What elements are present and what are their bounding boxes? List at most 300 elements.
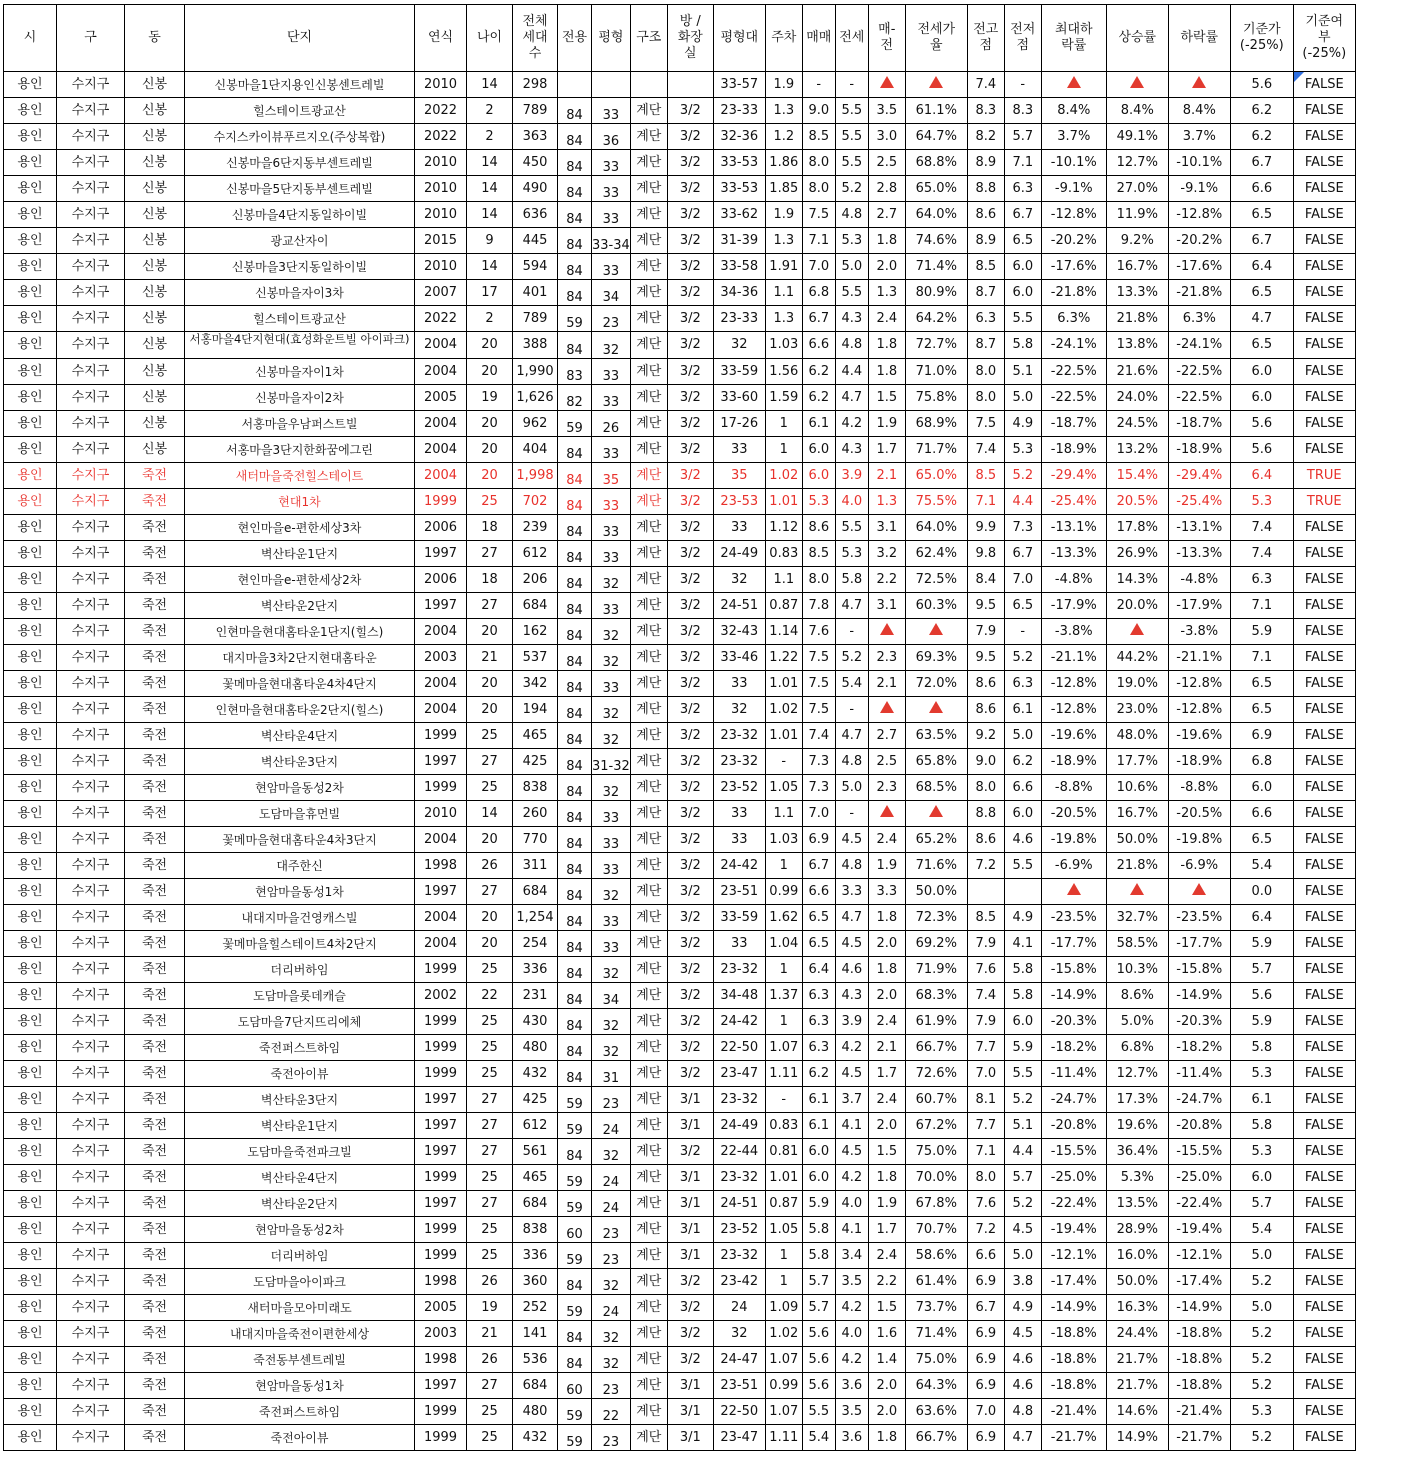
cell-si[interactable]: 용인: [4, 1321, 57, 1347]
cell-jeonse-price[interactable]: 4.7: [835, 385, 868, 411]
cell-year-built[interactable]: 2005: [415, 1295, 467, 1321]
cell-low-point[interactable]: 5.5: [1004, 306, 1041, 332]
cell-pyeong[interactable]: 32: [592, 697, 631, 723]
cell-base-flag[interactable]: FALSE: [1293, 671, 1355, 697]
cell-base-price[interactable]: 5.3: [1230, 1399, 1293, 1425]
cell-jeonse-ratio[interactable]: 71.0%: [905, 359, 967, 385]
cell-parking[interactable]: 1: [765, 1243, 802, 1269]
cell-sale-price[interactable]: 7.0: [802, 801, 835, 827]
cell-jeonse-ratio[interactable]: 61.9%: [905, 1009, 967, 1035]
cell-base-price[interactable]: 6.4: [1230, 905, 1293, 931]
cell-pyeong[interactable]: [592, 72, 631, 98]
column-header-year-built[interactable]: 연식: [415, 5, 467, 72]
cell-base-flag[interactable]: FALSE: [1293, 1113, 1355, 1139]
cell-gu[interactable]: 수지구: [57, 98, 125, 124]
cell-pyeong[interactable]: 23: [592, 1373, 631, 1399]
cell-year-built[interactable]: 1999: [415, 1165, 467, 1191]
cell-dong[interactable]: 죽전: [125, 1165, 185, 1191]
cell-high-point[interactable]: 8.8: [967, 801, 1004, 827]
cell-gu[interactable]: 수지구: [57, 1009, 125, 1035]
cell-rooms-baths[interactable]: 3/1: [667, 1217, 713, 1243]
cell-parking[interactable]: 1.3: [765, 98, 802, 124]
cell-jeonse-ratio[interactable]: 63.5%: [905, 723, 967, 749]
cell-pyeong-range[interactable]: 23-51: [713, 1373, 765, 1399]
cell-age[interactable]: 27: [467, 749, 513, 775]
cell-jeonse-ratio[interactable]: [905, 619, 967, 645]
cell-sale-minus-jeonse[interactable]: [868, 801, 905, 827]
cell-drop-rate[interactable]: -21.8%: [1168, 280, 1230, 306]
cell-rooms-baths[interactable]: 3/2: [667, 645, 713, 671]
cell-total-households[interactable]: 360: [513, 1269, 558, 1295]
cell-pyeong-range[interactable]: 23-42: [713, 1269, 765, 1295]
cell-parking[interactable]: 1: [765, 957, 802, 983]
cell-structure[interactable]: 계단: [630, 983, 667, 1009]
cell-rise-rate[interactable]: 50.0%: [1106, 1269, 1168, 1295]
cell-max-drop-rate[interactable]: -4.8%: [1041, 567, 1106, 593]
cell-year-built[interactable]: 1997: [415, 541, 467, 567]
cell-sale-minus-jeonse[interactable]: 3.1: [868, 515, 905, 541]
cell-sale-price[interactable]: 7.3: [802, 775, 835, 801]
cell-total-households[interactable]: 432: [513, 1425, 558, 1451]
cell-age[interactable]: 2: [467, 124, 513, 150]
cell-gu[interactable]: 수지구: [57, 228, 125, 254]
cell-pyeong-range[interactable]: 24: [713, 1295, 765, 1321]
cell-pyeong-range[interactable]: 23-32: [713, 1087, 765, 1113]
cell-total-households[interactable]: 684: [513, 1191, 558, 1217]
cell-year-built[interactable]: 2005: [415, 385, 467, 411]
cell-max-drop-rate[interactable]: -29.4%: [1041, 463, 1106, 489]
cell-rise-rate[interactable]: 17.3%: [1106, 1087, 1168, 1113]
cell-max-drop-rate[interactable]: -12.8%: [1041, 697, 1106, 723]
cell-sale-price[interactable]: 7.5: [802, 645, 835, 671]
cell-pyeong-range[interactable]: 33-46: [713, 645, 765, 671]
cell-parking[interactable]: -: [765, 1087, 802, 1113]
cell-jeonse-ratio[interactable]: [905, 801, 967, 827]
cell-jeonse-ratio[interactable]: 69.3%: [905, 645, 967, 671]
cell-parking[interactable]: 1.14: [765, 619, 802, 645]
cell-max-drop-rate[interactable]: -21.7%: [1041, 1425, 1106, 1451]
column-header-exclusive-area[interactable]: 전용: [558, 5, 592, 72]
cell-base-flag[interactable]: FALSE: [1293, 1243, 1355, 1269]
cell-parking[interactable]: 1.62: [765, 905, 802, 931]
cell-base-price[interactable]: 5.6: [1230, 983, 1293, 1009]
cell-complex[interactable]: 꽃메마을현대홈타운4차3단지: [185, 827, 415, 853]
cell-sale-price[interactable]: 6.3: [802, 1035, 835, 1061]
cell-age[interactable]: 2: [467, 306, 513, 332]
cell-total-households[interactable]: 1,990: [513, 359, 558, 385]
cell-year-built[interactable]: 1999: [415, 1399, 467, 1425]
cell-dong[interactable]: 신봉: [125, 124, 185, 150]
cell-dong[interactable]: 신봉: [125, 411, 185, 437]
cell-exclusive-area[interactable]: 84: [558, 645, 592, 671]
cell-max-drop-rate[interactable]: [1041, 72, 1106, 98]
cell-sale-price[interactable]: 6.1: [802, 1113, 835, 1139]
cell-drop-rate[interactable]: -4.8%: [1168, 567, 1230, 593]
table-row[interactable]: [4, 1295, 1356, 1321]
cell-high-point[interactable]: 8.5: [967, 254, 1004, 280]
cell-max-drop-rate[interactable]: -20.2%: [1041, 228, 1106, 254]
cell-pyeong-range[interactable]: 33-62: [713, 202, 765, 228]
cell-drop-rate[interactable]: -18.7%: [1168, 411, 1230, 437]
cell-sale-price[interactable]: 8.0: [802, 567, 835, 593]
cell-jeonse-ratio[interactable]: 63.6%: [905, 1399, 967, 1425]
cell-rooms-baths[interactable]: 3/2: [667, 671, 713, 697]
cell-age[interactable]: 20: [467, 359, 513, 385]
table-row[interactable]: [4, 72, 1356, 98]
cell-jeonse-price[interactable]: 3.6: [835, 1425, 868, 1451]
cell-jeonse-price[interactable]: 4.2: [835, 1347, 868, 1373]
cell-rise-rate[interactable]: 8.4%: [1106, 98, 1168, 124]
table-row[interactable]: [4, 1373, 1356, 1399]
cell-si[interactable]: 용인: [4, 385, 57, 411]
column-header-base-flag[interactable]: 기준여 부 (-25%): [1293, 5, 1355, 72]
table-row[interactable]: [4, 463, 1356, 489]
cell-si[interactable]: 용인: [4, 228, 57, 254]
cell-rise-rate[interactable]: 16.7%: [1106, 254, 1168, 280]
cell-sale-minus-jeonse[interactable]: 1.8: [868, 359, 905, 385]
cell-pyeong[interactable]: 36: [592, 124, 631, 150]
cell-low-point[interactable]: 4.6: [1004, 1373, 1041, 1399]
cell-drop-rate[interactable]: -15.5%: [1168, 1139, 1230, 1165]
cell-jeonse-price[interactable]: 4.2: [835, 1165, 868, 1191]
cell-complex[interactable]: 죽전퍼스트하임: [185, 1035, 415, 1061]
cell-max-drop-rate[interactable]: -15.5%: [1041, 1139, 1106, 1165]
cell-drop-rate[interactable]: -22.4%: [1168, 1191, 1230, 1217]
cell-drop-rate[interactable]: -18.9%: [1168, 749, 1230, 775]
cell-max-drop-rate[interactable]: -18.9%: [1041, 437, 1106, 463]
cell-base-price[interactable]: 5.7: [1230, 957, 1293, 983]
cell-age[interactable]: 18: [467, 567, 513, 593]
cell-rise-rate[interactable]: 50.0%: [1106, 827, 1168, 853]
cell-structure[interactable]: 계단: [630, 931, 667, 957]
cell-low-point[interactable]: 6.7: [1004, 541, 1041, 567]
cell-complex[interactable]: 죽전퍼스트하임: [185, 1399, 415, 1425]
cell-gu[interactable]: 수지구: [57, 645, 125, 671]
cell-year-built[interactable]: 1999: [415, 489, 467, 515]
cell-high-point[interactable]: 9.9: [967, 515, 1004, 541]
cell-exclusive-area[interactable]: 82: [558, 385, 592, 411]
cell-jeonse-price[interactable]: 5.4: [835, 671, 868, 697]
cell-si[interactable]: 용인: [4, 1035, 57, 1061]
cell-jeonse-price[interactable]: 4.7: [835, 905, 868, 931]
cell-si[interactable]: 용인: [4, 879, 57, 905]
cell-low-point[interactable]: 3.8: [1004, 1269, 1041, 1295]
cell-base-price[interactable]: 6.6: [1230, 176, 1293, 202]
cell-exclusive-area[interactable]: 84: [558, 749, 592, 775]
cell-pyeong-range[interactable]: 32: [713, 567, 765, 593]
cell-jeonse-price[interactable]: 4.7: [835, 723, 868, 749]
cell-base-flag[interactable]: FALSE: [1293, 385, 1355, 411]
cell-structure[interactable]: 계단: [630, 645, 667, 671]
cell-drop-rate[interactable]: -29.4%: [1168, 463, 1230, 489]
cell-exclusive-area[interactable]: 84: [558, 515, 592, 541]
cell-gu[interactable]: 수지구: [57, 1165, 125, 1191]
table-row[interactable]: [4, 749, 1356, 775]
cell-exclusive-area[interactable]: 84: [558, 280, 592, 306]
cell-jeonse-price[interactable]: 4.2: [835, 411, 868, 437]
cell-sale-minus-jeonse[interactable]: 2.0: [868, 1373, 905, 1399]
cell-base-flag[interactable]: FALSE: [1293, 72, 1355, 98]
column-header-base-price[interactable]: 기준가 (-25%): [1230, 5, 1293, 72]
cell-pyeong-range[interactable]: 24-49: [713, 1113, 765, 1139]
cell-base-price[interactable]: 6.1: [1230, 1087, 1293, 1113]
cell-year-built[interactable]: 2004: [415, 671, 467, 697]
table-row[interactable]: [4, 359, 1356, 385]
cell-drop-rate[interactable]: -19.4%: [1168, 1217, 1230, 1243]
cell-jeonse-price[interactable]: 5.5: [835, 98, 868, 124]
cell-dong[interactable]: 죽전: [125, 671, 185, 697]
cell-exclusive-area[interactable]: 84: [558, 1035, 592, 1061]
cell-rise-rate[interactable]: 12.7%: [1106, 1061, 1168, 1087]
cell-structure[interactable]: 계단: [630, 1087, 667, 1113]
cell-jeonse-price[interactable]: 4.5: [835, 931, 868, 957]
table-row[interactable]: [4, 931, 1356, 957]
cell-base-flag[interactable]: FALSE: [1293, 306, 1355, 332]
cell-base-price[interactable]: 6.5: [1230, 671, 1293, 697]
cell-low-point[interactable]: 5.2: [1004, 1191, 1041, 1217]
cell-age[interactable]: 19: [467, 385, 513, 411]
cell-age[interactable]: 20: [467, 411, 513, 437]
cell-pyeong[interactable]: 33: [592, 931, 631, 957]
cell-si[interactable]: 용인: [4, 1113, 57, 1139]
cell-age[interactable]: 25: [467, 957, 513, 983]
cell-low-point[interactable]: 5.7: [1004, 124, 1041, 150]
cell-gu[interactable]: 수지구: [57, 593, 125, 619]
cell-exclusive-area[interactable]: 59: [558, 1399, 592, 1425]
cell-parking[interactable]: 1.02: [765, 463, 802, 489]
cell-jeonse-price[interactable]: 4.2: [835, 1035, 868, 1061]
cell-sale-minus-jeonse[interactable]: 2.3: [868, 645, 905, 671]
cell-si[interactable]: 용인: [4, 1399, 57, 1425]
cell-jeonse-price[interactable]: 5.0: [835, 254, 868, 280]
column-header-structure[interactable]: 구조: [630, 5, 667, 72]
cell-base-flag[interactable]: FALSE: [1293, 827, 1355, 853]
cell-sale-minus-jeonse[interactable]: 2.2: [868, 1269, 905, 1295]
cell-rooms-baths[interactable]: 3/2: [667, 723, 713, 749]
cell-year-built[interactable]: 1999: [415, 1035, 467, 1061]
table-row[interactable]: [4, 671, 1356, 697]
cell-total-households[interactable]: 702: [513, 489, 558, 515]
cell-total-households[interactable]: 838: [513, 775, 558, 801]
cell-complex[interactable]: 죽전아이뷰: [185, 1061, 415, 1087]
cell-exclusive-area[interactable]: 59: [558, 1243, 592, 1269]
cell-complex[interactable]: 도담마을아이파크: [185, 1269, 415, 1295]
cell-pyeong[interactable]: 34: [592, 983, 631, 1009]
cell-low-point[interactable]: 4.5: [1004, 1217, 1041, 1243]
cell-complex[interactable]: 현암마을동성1차: [185, 879, 415, 905]
cell-age[interactable]: 27: [467, 879, 513, 905]
cell-rooms-baths[interactable]: 3/2: [667, 619, 713, 645]
cell-drop-rate[interactable]: -8.8%: [1168, 775, 1230, 801]
cell-low-point[interactable]: 4.5: [1004, 1321, 1041, 1347]
cell-high-point[interactable]: 7.1: [967, 1139, 1004, 1165]
cell-dong[interactable]: 죽전: [125, 1035, 185, 1061]
cell-pyeong[interactable]: 33: [592, 385, 631, 411]
cell-year-built[interactable]: 2003: [415, 1321, 467, 1347]
cell-rooms-baths[interactable]: 3/1: [667, 1191, 713, 1217]
cell-pyeong[interactable]: 33: [592, 853, 631, 879]
cell-sale-minus-jeonse[interactable]: 2.0: [868, 1399, 905, 1425]
cell-age[interactable]: 19: [467, 1295, 513, 1321]
cell-low-point[interactable]: 5.0: [1004, 723, 1041, 749]
cell-pyeong-range[interactable]: 24-49: [713, 541, 765, 567]
cell-pyeong-range[interactable]: 33: [713, 437, 765, 463]
cell-jeonse-price[interactable]: 5.5: [835, 280, 868, 306]
cell-pyeong-range[interactable]: 23-32: [713, 957, 765, 983]
cell-base-flag[interactable]: FALSE: [1293, 957, 1355, 983]
cell-age[interactable]: 25: [467, 1061, 513, 1087]
cell-base-price[interactable]: 5.9: [1230, 931, 1293, 957]
cell-dong[interactable]: 죽전: [125, 1243, 185, 1269]
cell-rooms-baths[interactable]: [667, 72, 713, 98]
table-row[interactable]: [4, 853, 1356, 879]
cell-structure[interactable]: 계단: [630, 853, 667, 879]
cell-base-flag[interactable]: FALSE: [1293, 1035, 1355, 1061]
cell-si[interactable]: 용인: [4, 567, 57, 593]
cell-sale-price[interactable]: 7.5: [802, 671, 835, 697]
cell-gu[interactable]: 수지구: [57, 853, 125, 879]
cell-sale-minus-jeonse[interactable]: 1.7: [868, 437, 905, 463]
cell-gu[interactable]: 수지구: [57, 671, 125, 697]
cell-structure[interactable]: 계단: [630, 359, 667, 385]
cell-total-households[interactable]: 254: [513, 931, 558, 957]
cell-dong[interactable]: 죽전: [125, 905, 185, 931]
table-row[interactable]: [4, 489, 1356, 515]
cell-drop-rate[interactable]: -21.7%: [1168, 1425, 1230, 1451]
cell-complex[interactable]: 더리버하임: [185, 957, 415, 983]
cell-total-households[interactable]: 612: [513, 541, 558, 567]
cell-sale-minus-jeonse[interactable]: 1.8: [868, 332, 905, 359]
cell-structure[interactable]: 계단: [630, 1035, 667, 1061]
cell-rise-rate[interactable]: 21.8%: [1106, 853, 1168, 879]
cell-rooms-baths[interactable]: 3/2: [667, 411, 713, 437]
cell-pyeong[interactable]: 32: [592, 957, 631, 983]
cell-parking[interactable]: 1.22: [765, 645, 802, 671]
cell-drop-rate[interactable]: -20.8%: [1168, 1113, 1230, 1139]
cell-max-drop-rate[interactable]: -17.4%: [1041, 1269, 1106, 1295]
cell-sale-price[interactable]: 6.2: [802, 385, 835, 411]
cell-max-drop-rate[interactable]: -6.9%: [1041, 853, 1106, 879]
cell-rise-rate[interactable]: 21.7%: [1106, 1347, 1168, 1373]
cell-drop-rate[interactable]: 3.7%: [1168, 124, 1230, 150]
cell-jeonse-price[interactable]: 4.2: [835, 1295, 868, 1321]
column-header-gu[interactable]: 구: [57, 5, 125, 72]
cell-gu[interactable]: 수지구: [57, 1425, 125, 1451]
cell-low-point[interactable]: 6.3: [1004, 176, 1041, 202]
cell-year-built[interactable]: 1998: [415, 1347, 467, 1373]
cell-base-price[interactable]: 0.0: [1230, 879, 1293, 905]
cell-base-price[interactable]: 6.5: [1230, 332, 1293, 359]
cell-si[interactable]: 용인: [4, 905, 57, 931]
cell-pyeong-range[interactable]: 23-32: [713, 1243, 765, 1269]
cell-high-point[interactable]: 8.6: [967, 202, 1004, 228]
cell-pyeong[interactable]: 33: [592, 98, 631, 124]
cell-pyeong-range[interactable]: 33: [713, 515, 765, 541]
cell-sale-minus-jeonse[interactable]: 1.3: [868, 280, 905, 306]
cell-gu[interactable]: 수지구: [57, 124, 125, 150]
cell-pyeong-range[interactable]: 22-50: [713, 1035, 765, 1061]
cell-rise-rate[interactable]: 12.7%: [1106, 150, 1168, 176]
cell-dong[interactable]: 죽전: [125, 489, 185, 515]
cell-drop-rate[interactable]: -22.5%: [1168, 385, 1230, 411]
cell-gu[interactable]: 수지구: [57, 463, 125, 489]
cell-total-households[interactable]: 430: [513, 1009, 558, 1035]
cell-max-drop-rate[interactable]: -18.2%: [1041, 1035, 1106, 1061]
cell-pyeong[interactable]: 33: [592, 254, 631, 280]
cell-age[interactable]: 26: [467, 1269, 513, 1295]
table-row[interactable]: [4, 332, 1356, 359]
cell-total-households[interactable]: 363: [513, 124, 558, 150]
cell-dong[interactable]: 신봉: [125, 437, 185, 463]
cell-base-price[interactable]: 5.2: [1230, 1373, 1293, 1399]
cell-parking[interactable]: 1.56: [765, 359, 802, 385]
cell-rooms-baths[interactable]: 3/2: [667, 593, 713, 619]
cell-rise-rate[interactable]: 58.5%: [1106, 931, 1168, 957]
cell-parking[interactable]: 1.03: [765, 332, 802, 359]
cell-max-drop-rate[interactable]: -18.9%: [1041, 749, 1106, 775]
table-row[interactable]: [4, 879, 1356, 905]
cell-drop-rate[interactable]: -18.8%: [1168, 1347, 1230, 1373]
cell-exclusive-area[interactable]: 60: [558, 1217, 592, 1243]
cell-jeonse-price[interactable]: 3.6: [835, 1373, 868, 1399]
cell-high-point[interactable]: 6.6: [967, 1243, 1004, 1269]
cell-jeonse-ratio[interactable]: 68.8%: [905, 150, 967, 176]
cell-base-price[interactable]: 6.6: [1230, 801, 1293, 827]
cell-dong[interactable]: 죽전: [125, 1373, 185, 1399]
cell-jeonse-ratio[interactable]: 65.0%: [905, 463, 967, 489]
cell-sale-minus-jeonse[interactable]: 1.3: [868, 489, 905, 515]
cell-structure[interactable]: 계단: [630, 202, 667, 228]
cell-pyeong[interactable]: 33: [592, 359, 631, 385]
cell-total-households[interactable]: 336: [513, 1243, 558, 1269]
cell-gu[interactable]: 수지구: [57, 1217, 125, 1243]
cell-pyeong[interactable]: 34: [592, 280, 631, 306]
cell-jeonse-price[interactable]: 4.8: [835, 749, 868, 775]
cell-year-built[interactable]: 2010: [415, 202, 467, 228]
cell-year-built[interactable]: 2022: [415, 98, 467, 124]
cell-drop-rate[interactable]: -14.9%: [1168, 983, 1230, 1009]
cell-high-point[interactable]: 7.5: [967, 411, 1004, 437]
cell-low-point[interactable]: 6.1: [1004, 697, 1041, 723]
cell-jeonse-price[interactable]: 4.3: [835, 437, 868, 463]
cell-year-built[interactable]: 1997: [415, 1139, 467, 1165]
cell-si[interactable]: 용인: [4, 1191, 57, 1217]
cell-structure[interactable]: 계단: [630, 879, 667, 905]
cell-rise-rate[interactable]: [1106, 619, 1168, 645]
cell-rise-rate[interactable]: 19.6%: [1106, 1113, 1168, 1139]
comment-indicator-icon[interactable]: [1294, 72, 1304, 82]
cell-rise-rate[interactable]: 21.8%: [1106, 306, 1168, 332]
cell-base-flag[interactable]: FALSE: [1293, 254, 1355, 280]
cell-drop-rate[interactable]: -19.8%: [1168, 827, 1230, 853]
cell-high-point[interactable]: 6.9: [967, 1269, 1004, 1295]
cell-rooms-baths[interactable]: 3/2: [667, 905, 713, 931]
cell-gu[interactable]: 수지구: [57, 359, 125, 385]
cell-structure[interactable]: 계단: [630, 463, 667, 489]
cell-high-point[interactable]: 7.9: [967, 619, 1004, 645]
cell-jeonse-price[interactable]: 4.0: [835, 489, 868, 515]
cell-rooms-baths[interactable]: 3/2: [667, 1269, 713, 1295]
cell-sale-minus-jeonse[interactable]: 2.4: [868, 306, 905, 332]
cell-high-point[interactable]: 8.4: [967, 567, 1004, 593]
cell-dong[interactable]: 죽전: [125, 593, 185, 619]
cell-high-point[interactable]: [967, 879, 1004, 905]
cell-si[interactable]: 용인: [4, 931, 57, 957]
cell-jeonse-ratio[interactable]: 67.2%: [905, 1113, 967, 1139]
cell-dong[interactable]: 죽전: [125, 1347, 185, 1373]
table-row[interactable]: [4, 124, 1356, 150]
cell-rise-rate[interactable]: 13.5%: [1106, 1191, 1168, 1217]
